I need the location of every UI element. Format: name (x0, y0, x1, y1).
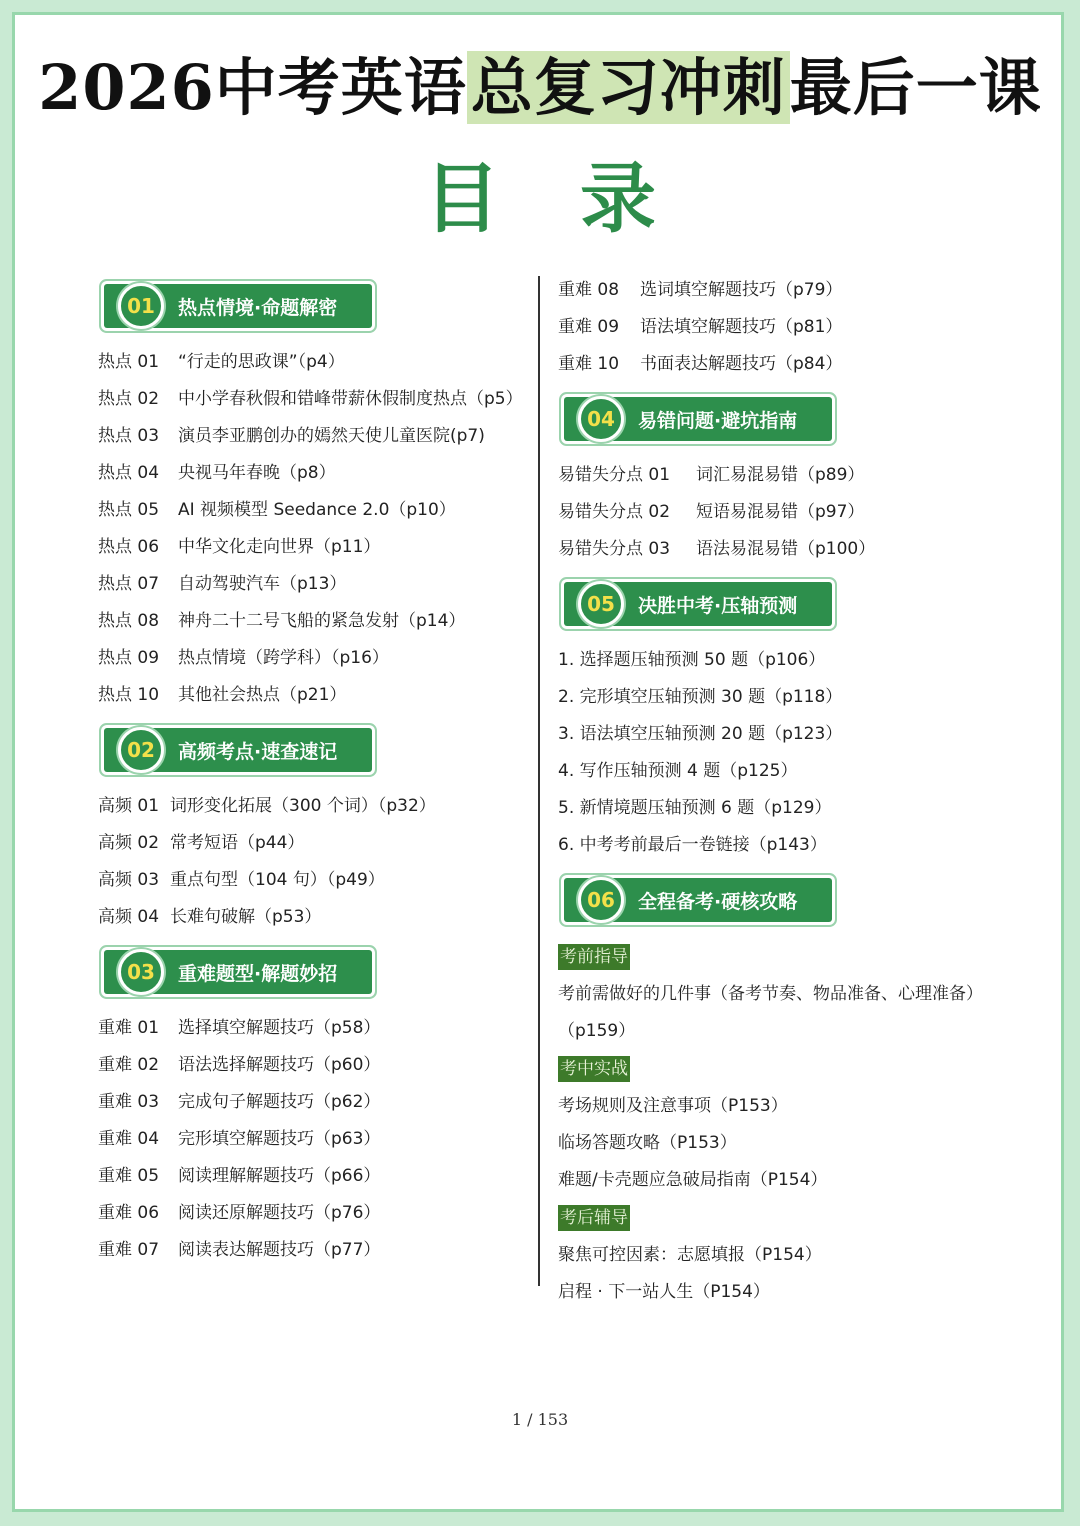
section-header-02 (104, 728, 372, 772)
section-number-badge: 05 (578, 581, 624, 627)
toc-item: 重难 09 语法填空解题技巧（p81） (558, 317, 843, 337)
section-header-03 (104, 950, 372, 994)
toc-item: 1. 选择题压轴预测 50 题（p106） (558, 650, 826, 670)
section-number-badge: 02 (118, 727, 164, 773)
page-title (0, 38, 1080, 127)
toc-item: 重难 05 阅读理解解题技巧（p66） (98, 1166, 381, 1186)
toc-item: 2. 完形填空压轴预测 30 题（p118） (558, 687, 843, 707)
toc-item: 高频 03 重点句型（104 句）（p49） (98, 870, 385, 890)
toc-item: 聚焦可控因素：志愿填报（P154） (558, 1245, 822, 1265)
page-number: 1 / 153 (511, 1410, 569, 1429)
toc-item: 热点 02 中小学春秋假和错峰带薪休假制度热点（p5） (98, 389, 523, 409)
toc-item: 易错失分点 01 词汇易混易错（p89） (558, 465, 865, 485)
section-title: 重难题型·解题妙招 (178, 962, 338, 985)
section-title: 热点情境·命题解密 (178, 296, 338, 319)
section-title: 易错问题·避坑指南 (638, 409, 798, 432)
toc-item: 重难 08 选词填空解题技巧（p79） (558, 280, 843, 300)
category-tag: 考后辅导 (558, 1205, 630, 1231)
toc-item: 难题/卡壳题应急破局指南（P154） (558, 1170, 828, 1190)
toc-item: 重难 03 完成句子解题技巧（p62） (98, 1092, 381, 1112)
toc-item: 易错失分点 02 短语易混易错（p97） (558, 502, 865, 522)
title-part: 2026中考英语 (38, 51, 467, 124)
category-tag: 考中实战 (558, 1056, 630, 1082)
toc-item: 启程 · 下一站人生（P154） (558, 1282, 770, 1302)
toc-item: 热点 08 神舟二十二号飞船的紧急发射（p14） (98, 611, 466, 631)
toc-item: 热点 07 自动驾驶汽车（p13） (98, 574, 347, 594)
section-header-04 (564, 397, 832, 441)
toc-item: 易错失分点 03 语法易混易错（p100） (558, 539, 876, 559)
section-number-badge: 01 (118, 283, 164, 329)
section-number-badge: 06 (578, 877, 624, 923)
toc-item: 5. 新情境题压轴预测 6 题（p129） (558, 798, 832, 818)
section-header-05 (564, 582, 832, 626)
toc-item: 热点 10 其他社会热点（p21） (98, 685, 347, 705)
toc-item: 3. 语法填空压轴预测 20 题（p123） (558, 724, 843, 744)
toc-item: 重难 01 选择填空解题技巧（p58） (98, 1018, 381, 1038)
toc-item: 热点 03 演员李亚鹏创办的嫣然天使儿童医院(p7) (98, 426, 485, 446)
title-part: 最后一课 (789, 51, 1042, 124)
right-column (558, 272, 1038, 1311)
toc-item: 热点 04 央视马年春晚（p8） (98, 463, 336, 483)
column-divider (538, 276, 540, 1286)
section-title: 全程备考·硬核攻略 (638, 890, 798, 913)
toc-item: 热点 06 中华文化走向世界（p11） (98, 537, 381, 557)
section-number-badge: 03 (118, 949, 164, 995)
title-highlight: 总复习冲刺 (467, 51, 790, 124)
toc-item: 6. 中考考前最后一卷链接（p143） (558, 835, 827, 855)
toc-item: 高频 02 常考短语（p44） (98, 833, 305, 853)
toc-item: 重难 10 书面表达解题技巧（p84） (558, 354, 843, 374)
section-header-06 (564, 878, 832, 922)
toc-item: 重难 06 阅读还原解题技巧（p76） (98, 1203, 381, 1223)
toc-item: 热点 05 AI 视频模型 Seedance 2.0（p10） (98, 500, 456, 520)
toc-item: 重难 02 语法选择解题技巧（p60） (98, 1055, 381, 1075)
toc-item: 4. 写作压轴预测 4 题（p125） (558, 761, 798, 781)
category-tag: 考前指导 (558, 944, 630, 970)
toc-item: 高频 04 长难句破解（p53） (98, 907, 322, 927)
section-header-01 (104, 284, 372, 328)
toc-item: 热点 01 “行走的思政课”（p4） (98, 352, 345, 372)
toc-item: 高频 01 词形变化拓展（300 个词）（p32） (98, 796, 436, 816)
section-title: 高频考点·速查速记 (178, 740, 338, 763)
toc-item: 热点 09 热点情境（跨学科）（p16） (98, 648, 389, 668)
toc-item: 考前需做好的几件事（备考节奏、物品准备、心理准备）（p159） (558, 984, 983, 1041)
toc-item: 重难 07 阅读表达解题技巧（p77） (98, 1240, 381, 1260)
toc-heading: 目录 (424, 154, 736, 243)
left-column (98, 270, 528, 1269)
section-number-badge: 04 (578, 396, 624, 442)
toc-item: 临场答题攻略（P153） (558, 1133, 737, 1153)
toc-item: 重难 04 完形填空解题技巧（p63） (98, 1129, 381, 1149)
section-title: 决胜中考·压轴预测 (638, 594, 798, 617)
toc-item: 考场规则及注意事项（P153） (558, 1096, 788, 1116)
